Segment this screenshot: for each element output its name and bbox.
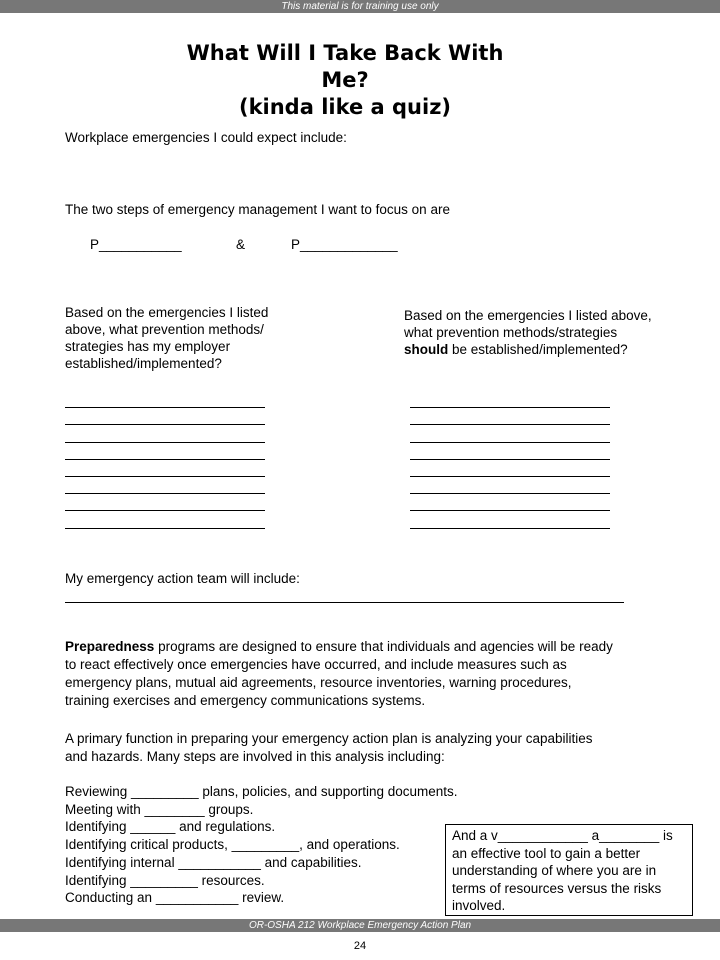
footer-banner: OR-OSHA 212 Workplace Emergency Action Plan — [0, 919, 720, 932]
answer-line — [410, 511, 610, 528]
title-line-3: (kinda like a quiz) — [238, 95, 452, 119]
primary-function-paragraph — [65, 730, 665, 766]
blank-step-1: P___________ — [90, 237, 182, 252]
answer-line — [410, 494, 610, 511]
answer-line — [65, 425, 265, 442]
right-question — [404, 307, 652, 358]
answer-line — [65, 391, 265, 408]
answer-line — [410, 443, 610, 460]
team-label: My emergency action team will include: — [65, 571, 300, 586]
right-question-text: be established/implemented? — [448, 342, 628, 357]
answer-line — [410, 408, 610, 425]
answer-line — [410, 477, 610, 494]
page-title — [160, 40, 530, 121]
left-question-line: established/implemented? — [65, 356, 222, 371]
paragraph-text: programs are designed to ensure that individuals and agencies will be ready — [154, 639, 613, 654]
right-question-line — [404, 341, 652, 358]
right-question-line: what prevention methods/strategies — [404, 325, 618, 340]
answer-line — [410, 425, 610, 442]
paragraph-line: training exercises and emergency communications systems. — [65, 693, 426, 708]
answer-line — [65, 477, 265, 494]
vulnerability-assessment-box — [445, 824, 693, 916]
box-line: involved. — [452, 898, 506, 913]
paragraph-line: A primary function in preparing your emergency action plan is analyzing your capabilities — [65, 731, 593, 746]
list-item: Identifying internal ___________ and capabilities. — [65, 854, 362, 870]
blank-step-2: P_____________ — [291, 237, 398, 252]
ampersand: & — [236, 237, 246, 252]
left-question-line: strategies has my employer — [65, 339, 231, 354]
left-answer-lines — [65, 391, 265, 529]
right-answer-lines — [410, 391, 610, 529]
preparedness-paragraph — [65, 638, 665, 710]
page-number: 24 — [353, 940, 367, 952]
header-banner: This material is for training use only — [0, 0, 720, 13]
right-question-line: Based on the emergencies I listed above, — [404, 308, 652, 323]
list-item: Meeting with ________ groups. — [65, 801, 254, 817]
question-two-steps: The two steps of emergency management I want to focus on are — [65, 202, 450, 217]
list-item: Conducting an ___________ review. — [65, 890, 285, 906]
answer-line — [410, 460, 610, 477]
paragraph-line: to react effectively once emergencies have occurred, and include measures such as — [65, 657, 567, 672]
box-line: And a v____________ a________ is — [452, 828, 673, 843]
answer-line — [65, 443, 265, 460]
box-line: terms of resources versus the risks — [452, 880, 662, 896]
emphasis-should: should — [404, 342, 449, 357]
left-question-line: Based on the emergencies I listed — [65, 305, 269, 320]
list-item: Identifying ______ and regulations. — [65, 819, 276, 835]
list-item: Identifying _________ resources. — [65, 872, 265, 888]
paragraph-line: emergency plans, mutual aid agreements, resource inventories, warning procedures, — [65, 675, 572, 690]
left-question-line: above, what prevention methods/ — [65, 322, 264, 337]
title-line-1: What Will I Take Back With — [186, 41, 504, 65]
answer-line — [65, 460, 265, 477]
paragraph-line: and hazards. Many steps are involved in this analysis including: — [65, 749, 445, 764]
title-line-2: Me? — [321, 68, 369, 92]
emphasis-preparedness: Preparedness — [65, 639, 155, 654]
list-item: Reviewing _________ plans, policies, and supporting documents. — [65, 784, 458, 799]
box-line: understanding of where you are in — [452, 863, 657, 878]
team-answer-line — [65, 602, 624, 603]
answer-line — [410, 391, 610, 408]
answer-line — [65, 408, 265, 425]
answer-line — [65, 494, 265, 511]
left-question — [65, 304, 268, 372]
answer-line — [65, 511, 265, 528]
question-emergencies: Workplace emergencies I could expect include: — [65, 130, 347, 145]
list-item: Identifying critical products, _________, and operations. — [65, 837, 400, 853]
box-line: an effective tool to gain a better — [452, 845, 641, 861]
analysis-steps-list — [65, 783, 458, 907]
paragraph-line — [65, 638, 665, 656]
